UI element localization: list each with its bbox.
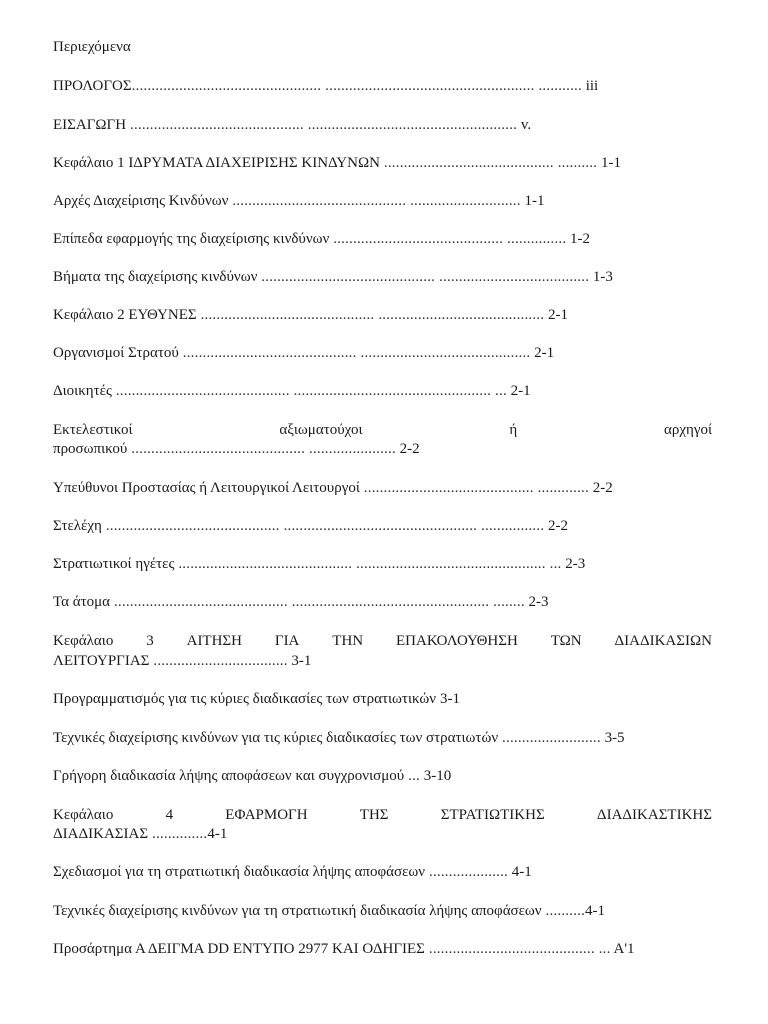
toc-word: αξιωματούχοι	[279, 422, 363, 438]
toc-entry-wrapped-line2	[53, 440, 712, 458]
toc-entry-title: Αρχές Διαχείρισης Κινδύνων	[53, 193, 229, 209]
toc-entry	[53, 116, 712, 134]
toc-entry	[53, 344, 712, 362]
toc-page-number: 2-1	[534, 345, 555, 361]
toc-page-number: iii	[585, 78, 599, 94]
toc-entry	[53, 555, 712, 573]
toc-page-number: 2-2	[399, 441, 420, 457]
toc-entry-title: Προσάρτημα Α ΔΕΙΓΜΑ DD ΕΝΤΥΠΟ 2977 ΚΑΙ ΟΔΗΓΙΕΣ	[53, 941, 425, 957]
toc-leader: ........................................... .............	[359, 480, 589, 496]
toc-word: ΤΩΝ	[550, 633, 582, 649]
toc-entry	[53, 230, 712, 248]
toc-entry	[53, 863, 712, 881]
toc-page-number: 3-1	[440, 691, 461, 707]
toc-leader: .......................................... ...	[424, 941, 611, 957]
toc-page-number: 3-10	[423, 768, 452, 784]
toc-entry-title: Γρήγορη διαδικασία λήψης αποφάσεων και συγχρονισμού	[53, 768, 405, 784]
toc-entry	[53, 517, 712, 535]
toc-word: Κεφάλαιο	[53, 807, 114, 823]
toc-word: Κεφάλαιο	[53, 633, 114, 649]
toc-page-number: 1-1	[524, 193, 545, 209]
toc-entry-wrapped-line1	[53, 421, 712, 439]
toc-heading: Περιεχόμενα	[53, 39, 131, 55]
toc-word: Εκτελεστικοί	[53, 422, 133, 438]
toc-entry-title: Κεφάλαιο 2 ΕΥΘΥΝΕΣ	[53, 307, 197, 323]
toc-word: ΔΙΑΔΙΚΑΣΙΩΝ	[614, 633, 712, 649]
toc-page-number: 2-2	[592, 480, 613, 496]
toc-entry-title: Στελέχη	[53, 518, 102, 534]
toc-leader: ............................................ .................................................. ...	[111, 383, 507, 399]
toc-entry	[53, 77, 712, 95]
toc-entry-title: Τα άτομα	[53, 594, 111, 610]
toc-leader: ................................................ ..................................................... ...........	[131, 78, 582, 94]
toc-entry	[53, 690, 712, 708]
toc-word: αρχηγοί	[663, 422, 712, 438]
toc-entry-title: ΕΙΣΑΓΩΓΗ	[53, 117, 127, 133]
toc-entry	[53, 479, 712, 497]
toc-entry-title: Βήματα της διαχείρισης κινδύνων	[53, 269, 258, 285]
toc-leader: ............................................ ......................	[127, 441, 396, 457]
toc-page-number: 1-3	[592, 269, 613, 285]
toc-word: ΕΠΑΚΟΛΟΥΘΗΣΗ	[396, 633, 518, 649]
toc-page-number: 3-1	[291, 653, 312, 669]
toc-leader: ........................................... ...............	[329, 231, 567, 247]
toc-leader: ........................................... ..........	[379, 155, 598, 171]
toc-leader: ............................................ ..........................................	[196, 307, 545, 323]
toc-entry	[53, 382, 712, 400]
toc-page-number: 4-1	[511, 864, 532, 880]
toc-word: ΕΦΑΡΜΟΓΗ	[225, 807, 308, 823]
toc-word: ΔΙΑΔΙΚΑΣΤΙΚΗΣ	[596, 807, 712, 823]
toc-word: ΑΙΤΗΣΗ	[186, 633, 242, 649]
toc-entry-title: Στρατιωτικοί ηγέτες	[53, 556, 175, 572]
toc-page-number: 4-1	[207, 826, 228, 842]
toc-page-number: 3-5	[604, 730, 625, 746]
toc-entry	[53, 729, 712, 747]
toc-page-number: v.	[520, 117, 532, 133]
toc-entry-title: Υπεύθυνοι Προστασίας ή Λειτουργικοί Λειτουργοί	[53, 480, 360, 496]
toc-word: ΤΗΝ	[332, 633, 364, 649]
toc-leader: ..........	[541, 903, 586, 919]
toc-page-number: 2-2	[548, 518, 569, 534]
toc-entry-wrapped-line1	[53, 632, 712, 650]
toc-leader: ...	[404, 768, 420, 784]
toc-page-number: Α'1	[613, 941, 635, 957]
toc-entry-title: Τεχνικές διαχείρισης κινδύνων για τις κύριες διαδικασίες των στρατιωτών	[53, 730, 499, 746]
toc-entry-wrapped-line2	[53, 825, 712, 843]
toc-leader: ............................................ .....................................................	[126, 117, 518, 133]
toc-page-number: 2-3	[565, 556, 586, 572]
toc-entry	[53, 940, 712, 958]
toc-page-number: 2-1	[547, 307, 568, 323]
toc-page-number: 2-1	[510, 383, 531, 399]
toc-entry-title: ΔΙΑΔΙΚΑΣΙΑΣ	[53, 826, 149, 842]
toc-entry	[53, 306, 712, 324]
toc-leader: ............................................ ................................................. ................	[101, 518, 545, 534]
toc-leader: ............................................ ...........................................	[178, 345, 531, 361]
toc-entry	[53, 192, 712, 210]
toc-entry-title: Οργανισμοί Στρατού	[53, 345, 179, 361]
toc-entry-title: Προγραμματισμός για τις κύριες διαδικασίες των στρατιωτικών	[53, 691, 437, 707]
toc-word: 3	[146, 633, 154, 649]
toc-leader: .........................	[498, 730, 601, 746]
toc-entry-title: Επίπεδα εφαρμογής της διαχείρισης κινδύνων	[53, 231, 330, 247]
toc-entry	[53, 767, 712, 785]
toc-leader: ....................	[425, 864, 509, 880]
toc-entry	[53, 154, 712, 172]
toc-page-number: 4-1	[585, 903, 606, 919]
toc-page-number: 2-3	[528, 594, 549, 610]
toc-entry-title: ΛΕΙΤΟΥΡΓΙΑΣ	[53, 653, 150, 669]
toc-word: 4	[165, 807, 174, 823]
toc-leader: ..............	[148, 826, 208, 842]
toc-entry-title: Σχεδιασμοί για τη στρατιωτική διαδικασία λήψης αποφάσεων	[53, 864, 426, 880]
toc-leader: ............................................ .................................................. ........	[110, 594, 525, 610]
toc-leader: ............................................ ............................	[228, 193, 521, 209]
toc-entry	[53, 902, 712, 920]
toc-entry-title: Κεφάλαιο 1 ΙΔΡΥΜΑΤΑ ΔΙΑΧΕΙΡΙΣΗΣ ΚΙΝΔΥΝΩΝ	[53, 155, 380, 171]
toc-leader: ..................................	[149, 653, 288, 669]
toc-entry-title: ΠΡΟΛΟΓΟΣ	[53, 78, 132, 94]
toc-leader: ............................................ ......................................	[257, 269, 590, 285]
toc-word: ΤΗΣ	[359, 807, 389, 823]
toc-entry-title: προσωπικού	[53, 441, 128, 457]
toc-entry	[53, 268, 712, 286]
toc-word: ΓΙΑ	[274, 633, 300, 649]
toc-page-number: 1-1	[600, 155, 621, 171]
toc-entry-wrapped-line2	[53, 652, 712, 670]
toc-page-number: 1-2	[570, 231, 591, 247]
toc-word: ή	[509, 422, 518, 438]
toc-entry	[53, 593, 712, 611]
toc-word: ΣΤΡΑΤΙΩΤΙΚΗΣ	[440, 807, 545, 823]
toc-entry-wrapped-line1	[53, 806, 712, 824]
toc-entry-title: Τεχνικές διαχείρισης κινδύνων για τη στρατιωτική διαδικασία λήψης αποφάσεων	[53, 903, 542, 919]
toc-entry-title: Διοικητές	[53, 383, 112, 399]
toc-leader: ............................................ ................................................ ...	[174, 556, 562, 572]
